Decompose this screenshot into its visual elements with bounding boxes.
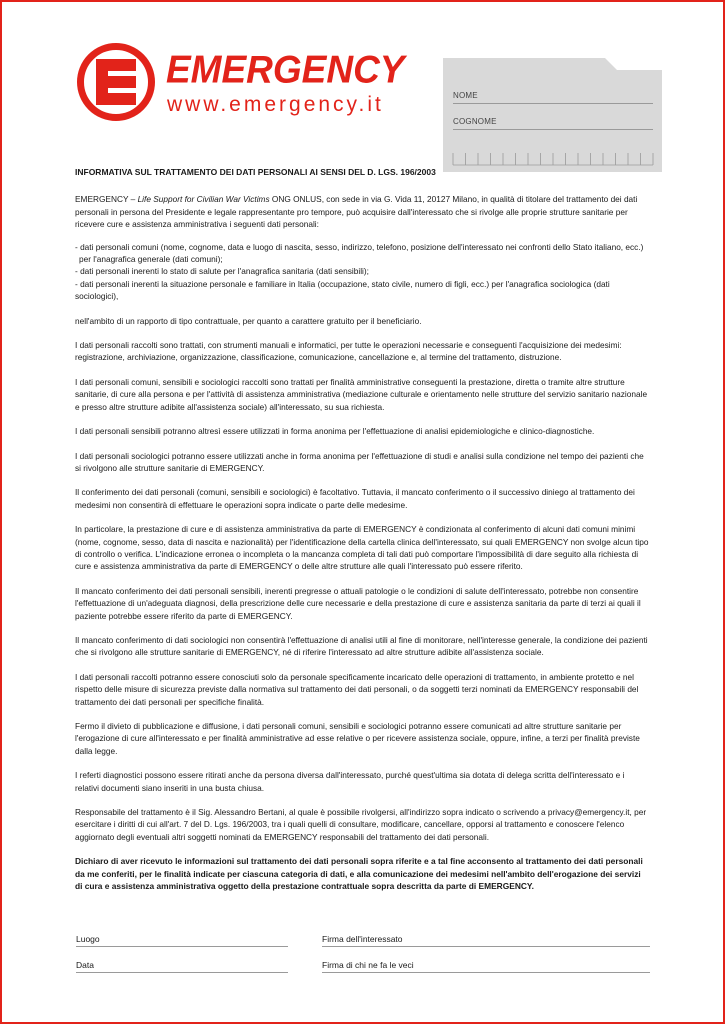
paragraph: I dati personali sociologici potranno essere utilizzati anche in forma anonima per l'effettuazione di studi e analisi sulla condizione nel tempo dei pazienti che si rivolgono alle strutture sanitarie di EMERGENCY. — [75, 450, 644, 473]
paragraph: I dati personali raccolti sono trattati, con strumenti manuali e informatici, per tutte le operazioni necessarie e conseguenti l'acquisizione dei medesimi: registrazione, archiviazione, organizzazione, classificazione, comunicazione, cancellazione e, al termine del trattamento, distruzione. — [75, 340, 622, 363]
paragraph: Fermo il divieto di pubblicazione e diffusione, i dati personali comuni, sensibili e sociologici potranno essere comunicati ad altre strutture sanitarie per l'erogazione di cure all'interessato e per finalità amministrative ad esse relative o per ricevere assistenza sociale, oppure, infine, a terzi per finalità previste dalla legge. — [75, 721, 640, 756]
intro-prefix: EMERGENCY – — [75, 194, 138, 205]
subject-signature-label: Firma dell'interessato — [322, 934, 403, 944]
place-field[interactable] — [76, 946, 288, 947]
paragraph: Il mancato conferimento dei dati personali sensibili, inerenti pregresse o attuali patologie o le condizioni di salute dell'interessato, potrebbe non consentire l'effettuazione di un'adeguata diagnosi, della prescrizione delle cure necessarie e della prestazione di cure e assistenza sanitaria da parte di terzi ai quali il paziente potrebbe essere riferito da parte di EMERGENCY. — [75, 585, 641, 621]
name-field[interactable] — [453, 103, 653, 104]
paragraph: I referti diagnostici possono essere ritirati anche da persona diversa dall'interessato, purché quest'ultima sia dotata di delega scritta dell'interessato e i relativi documenti siano inseriti in una busta chiusa. — [75, 770, 625, 793]
place-label: Luogo — [76, 934, 100, 944]
intro-rest: ONG ONLUS, con sede in via G. Vida 11, 20127 Milano, in qualità di titolare del trattamento dei dati personali in persona del Presidente e legale rappresentante pro tempore, può acquisire dall'interessato che si rivolge alle proprie strutture sanitarie per ricevere cure e assistenza amministrativa i seguenti dati personali: — [75, 194, 638, 230]
list-item: - dati personali inerenti la situazione personale e familiare in Italia (occupazione, stato civile, numero di figli, ecc.) per l'anagrafica sociologica (dati sociologici), — [75, 278, 610, 302]
paragraph: Responsabile del trattamento è il Sig. Alessandro Bertani, al quale è possibile rivolgersi, all'indirizzo sopra indicato o scrivendo a privacy@emergency.it, per esercitare i diritti di cui all'art. 7 del D. Lgs. 196/2003, tra i quali quelli di consultare, modificare, cancellare, opporsi al trattamento e conoscere l'elenco aggiornato degli eventuali altri soggetti nominati da EMERGENCY responsabili del trattamento dei dati personali. — [75, 807, 647, 842]
proxy-signature-label: Firma di chi ne fa le veci — [322, 960, 414, 970]
emergency-logo-icon — [76, 42, 156, 122]
paragraph: In particolare, la prestazione di cure e di assistenza amministrativa da parte di EMERGENCY è condizionata al conferimento di alcuni dati comuni minimi (nome, cognome, sesso, data di nascita e nazionalità) per l'identificazione della cartella clinica dell'interessato, sui quali EMERGENCY non svolge alcun tipo di controllo o verifica. L'indicazione erronea o incompleta o la mancanza completa di tali dati può comportare l'impossibilità di dare seguito alla richiesta di cure e assistenza amministrativa da parte di EMERGENCY o delle altre strutture alle quali l'interessato può essere riferito. — [75, 524, 649, 572]
paragraph: Il mancato conferimento di dati sociologici non consentirà l'effettuazione di analisi utili al fine di monitorare, nell'interesse generale, la condizione dei pazienti che si rivolgono alle strutture sanitarie di EMERGENCY, né di riferire l'interessato ad altre strutture adibite all'assistenza sociale. — [75, 634, 648, 658]
patient-id-box — [443, 58, 662, 172]
paragraph: I dati personali raccolti potranno essere conosciuti solo da personale specificamente incaricato delle operazioni di trattamento, in ambiente protetto e nel rispetto delle misure di sicurezza previste dalla normativa sul trattamento dei dati personali, o da soggetti terzi nominati da EMERGENCY responsabili del trattamento dei dati personali per specifiche finalità. — [75, 671, 639, 707]
brand-name: EMERGENCY — [166, 47, 405, 91]
list-item: - dati personali inerenti lo stato di salute per l'anagrafica sanitaria (dati sensibili); — [75, 266, 369, 277]
id-box-background — [443, 58, 662, 172]
brand-url: www.emergency.it — [167, 93, 384, 116]
subject-signature-field[interactable] — [322, 946, 650, 947]
paragraph: I dati personali sensibili potranno altresì essere utilizzati in forma anonima per l'effettuazione di analisi epidemiologiche e clinico-diagnostiche. — [75, 426, 595, 437]
list-item: per l'anagrafica generale (dati comuni); — [79, 254, 223, 265]
surname-field-label: COGNOME — [453, 117, 497, 126]
document-title: INFORMATIVA SUL TRATTAMENTO DEI DATI PERSONALI AI SENSI DEL D. LGS. 196/2003 — [75, 167, 436, 177]
paragraph: I dati personali comuni, sensibili e sociologici raccolti sono trattati per finalità amministrative conseguenti la prestazione, diretta o tramite altre strutture sanitarie, di cure alla persona e per l'attività di assistenza amministrativa (mediazione culturale e orientamento nelle strutture del servizio sanitario nazionale e presso altre strutture adibite all'assistenza sociale) all'interessato, su sua richiesta. — [75, 376, 648, 412]
proxy-signature-field[interactable] — [322, 972, 650, 973]
data-categories-list — [75, 241, 650, 303]
intro-paragraph — [75, 193, 650, 230]
date-field[interactable] — [76, 972, 288, 973]
list-item: - dati personali comuni (nome, cognome, data e luogo di nascita, sesso, indirizzo, telefono, posizione dell'interessato nei confronti dello Stato italiano, ecc.) — [75, 241, 644, 252]
paragraph: nell'ambito di un rapporto di tipo contrattuale, per quanto a carattere gratuito per il beneficiario. — [75, 315, 422, 326]
intro-italic: Life Support for Civilian War Victims — [137, 194, 270, 205]
date-label: Data — [76, 960, 94, 970]
name-field-label: NOME — [453, 91, 478, 100]
privacy-notice — [75, 166, 650, 893]
consent-declaration: Dichiaro di aver ricevuto le informazioni sul trattamento dei dati personali sopra riferite e a tal fine acconsento al trattamento dei dati personali da me conferiti, per le finalità indicate per ciascuna categoria di dati, e alla comunicazione dei medesimi nell'ambito dell'erogazione dei servizi di cura e assistenza amministrativa oggetto della prestazione contrattuale sopra descritta da parte di EMERGENCY. — [75, 856, 643, 892]
surname-field[interactable] — [453, 129, 653, 130]
paragraph: Il conferimento dei dati personali (comuni, sensibili e sociologici) è facoltativo. Tuttavia, il mancato conferimento o il successivo diniego al trattamento dei medesimi non consentirà di effettuare le operazioni sopra indicate o parte delle medesime. — [75, 487, 635, 510]
